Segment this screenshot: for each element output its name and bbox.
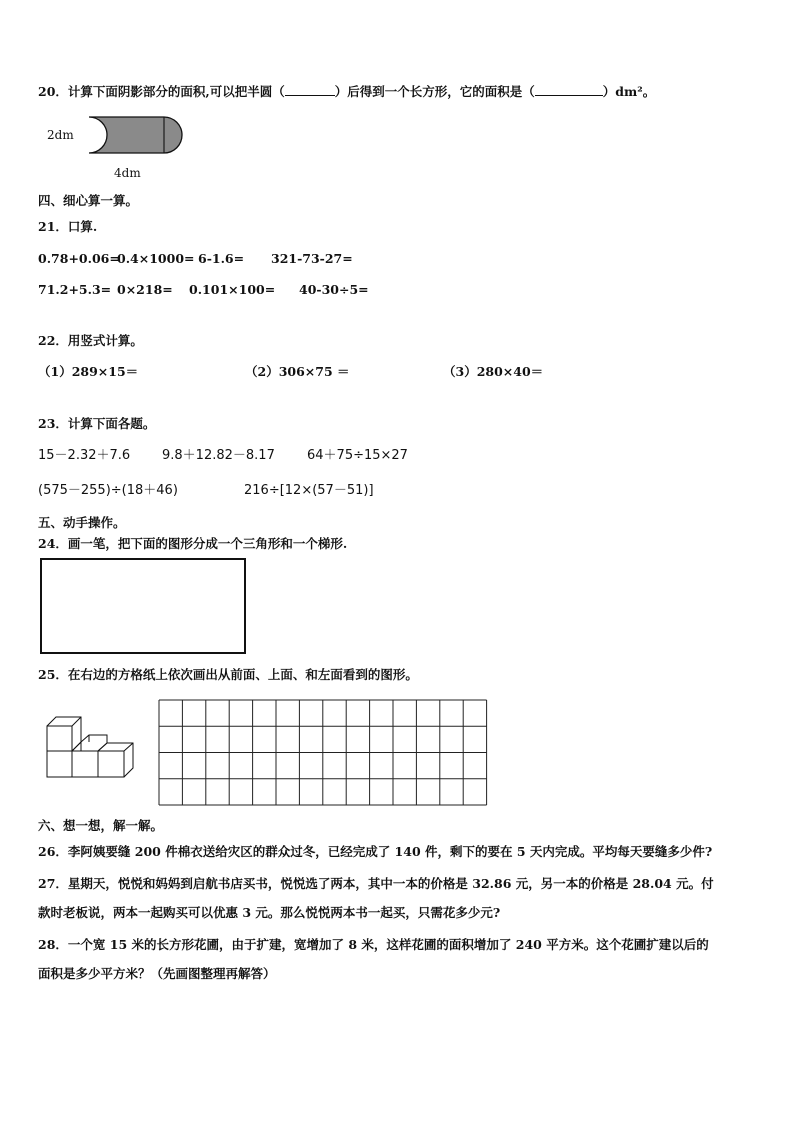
q24-rectangle[interactable] xyxy=(41,559,245,653)
q25-title: 25．在右边的方格纸上依次画出从前面、上面、和左面看到的图形。 xyxy=(38,667,418,682)
section6-heading: 六、想一想，解一解。 xyxy=(38,818,164,833)
q25-cube-figure xyxy=(47,717,133,777)
q20-height-label: 2dm xyxy=(47,128,74,142)
q22-item2: （2）306×75 ＝ xyxy=(245,364,350,379)
q20-suffix: ）dm²。 xyxy=(602,84,656,99)
section5-heading: 五、动手操作。 xyxy=(38,515,126,530)
q21-row1-item3: 6-1.6= xyxy=(198,251,245,266)
q21-row1-item4: 321-73-27= xyxy=(271,251,353,266)
q23-row2-item2: 216÷[12×(57－51)] xyxy=(244,483,374,498)
q23-row1-item1: 15－2.32＋7.6 xyxy=(38,448,131,463)
q27-line1: 27．星期天，悦悦和妈妈到启航书店买书，悦悦选了两本，其中一本的价格是 32.86 元，另一本的价格是 28.04 元。付 xyxy=(38,876,714,891)
q26-text: 26．李阿姨要缝 200 件棉衣送给灾区的群众过冬，已经完成了 140 件，剩下的要在 5 天内完成。平均每天要缝多少件? xyxy=(38,844,713,859)
q21-row2-item2: 0×218= xyxy=(117,282,173,297)
q21-row1-item1: 0.78+0.06= xyxy=(38,251,120,266)
q21-row2-item4: 40-30÷5= xyxy=(299,282,369,297)
q20-width-label: 4dm xyxy=(114,166,141,180)
q28-line2: 面积是多少平方米？（先画图整理再解答） xyxy=(38,966,276,981)
q23-row1-item2: 9.8＋12.82－8.17 xyxy=(162,448,275,463)
q28-line1: 28．一个宽 15 米的长方形花圃，由于扩建，宽增加了 8 米，这样花圃的面积增加了 240 平方米。这个花圃扩建以后的 xyxy=(38,937,709,952)
q22-title: 22．用竖式计算。 xyxy=(38,333,143,348)
q23-title: 23．计算下面各题。 xyxy=(38,416,156,431)
q22-item1: （1）289×15＝ xyxy=(38,364,139,379)
q20-shaded-figure xyxy=(89,117,182,153)
q20-prefix: 20．计算下面阴影部分的面积,可以把半圆（ xyxy=(38,84,285,99)
q20-middle: ）后得到一个长方形，它的面积是（ xyxy=(334,84,535,99)
q23-row1-item3: 64＋75÷15×27 xyxy=(307,448,408,463)
q24-title: 24．画一笔，把下面的图形分成一个三角形和一个梯形. xyxy=(38,536,348,551)
q21-title: 21．口算. xyxy=(38,219,98,234)
q23-row2-item1: (575－255)÷(18＋46) xyxy=(38,483,178,498)
q22-item3: （3）280×40＝ xyxy=(443,364,544,379)
q21-row2-item1: 71.2+5.3= xyxy=(38,282,112,297)
section4-heading: 四、细心算一算。 xyxy=(38,193,139,208)
q25-grid-paper[interactable] xyxy=(159,700,487,805)
q21-row2-item3: 0.101×100= xyxy=(189,282,276,297)
q27-line2: 款时老板说，两本一起购买可以优惠 3 元。那么悦悦两本书一起买，只需花多少元? xyxy=(38,905,501,920)
q21-row1-item2: 0.4×1000= xyxy=(117,251,195,266)
